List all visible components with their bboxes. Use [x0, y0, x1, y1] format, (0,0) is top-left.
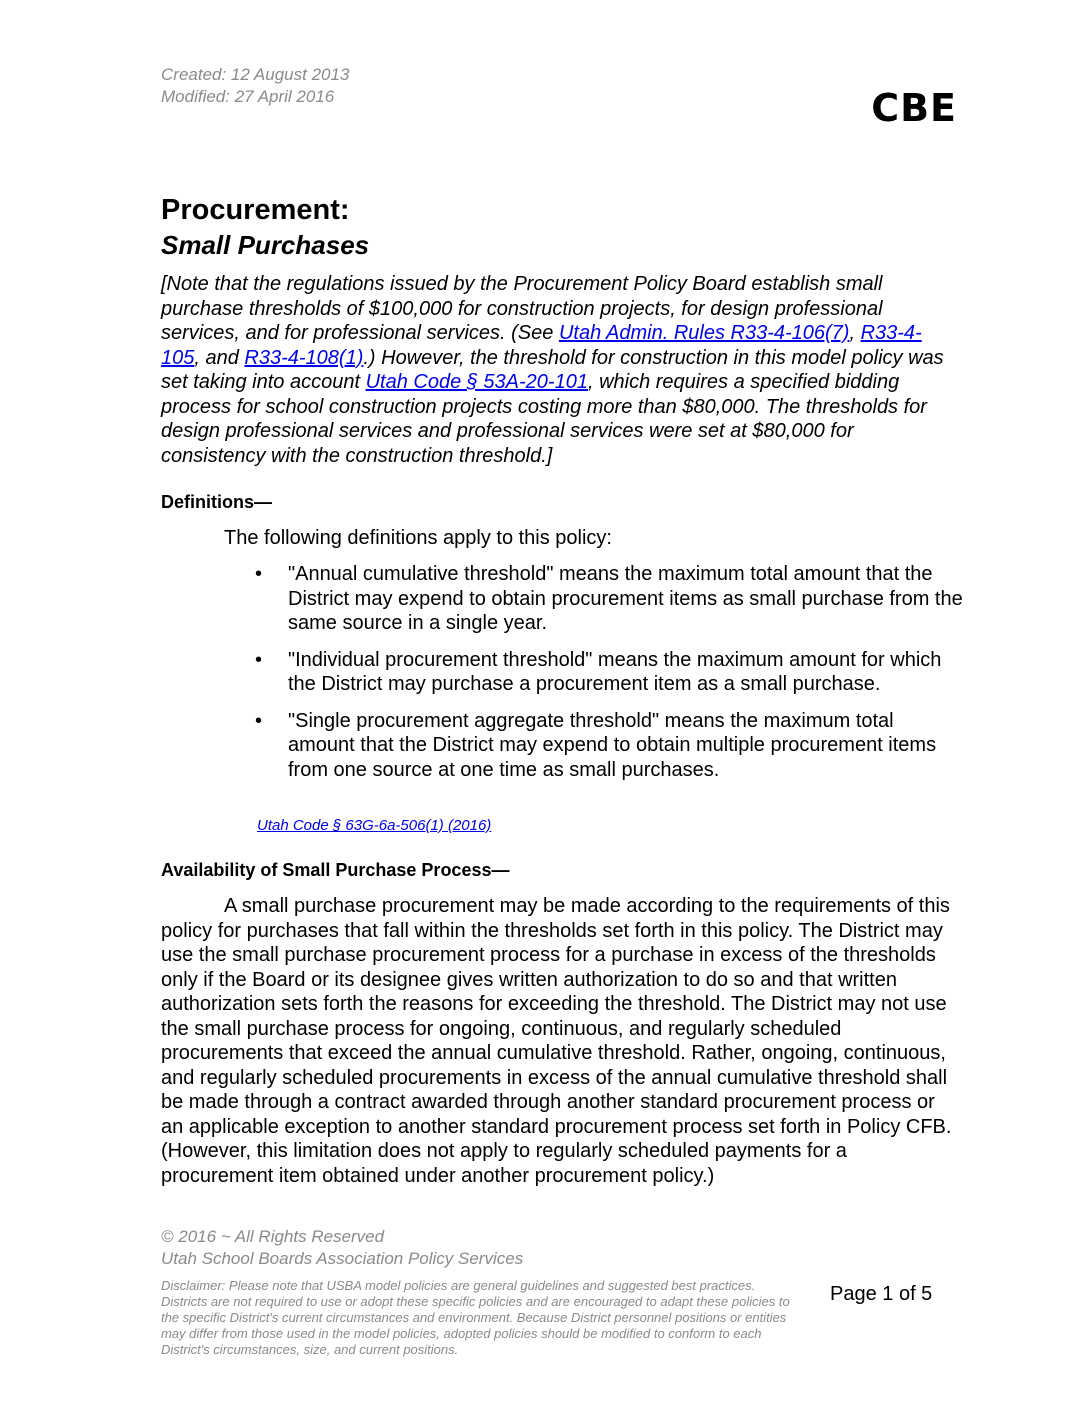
note-text: .) However, the threshold for construction in this model policy was set taking into account [161, 346, 944, 393]
definition-text: "Annual cumulative threshold" means the maximum total amount that the District may expend to obtain procurement items as small purchase from the same source in a single year. [288, 563, 963, 634]
list-item [255, 648, 965, 697]
copyright-text: © 2016 ~ All Rights Reserved [161, 1227, 385, 1246]
organization-name: Utah School Boards Association Policy Services [161, 1249, 524, 1268]
note-text: [Note that the regulations issued by the Procurement Policy Board establish small purchase thresholds of $100,000 for construction projects, for design professional services, and for professional services. (See [161, 273, 883, 344]
link-admin-rule-108[interactable]: R33-4-108(1) [244, 346, 364, 369]
note-separator: , and [194, 346, 245, 369]
definitions-intro: The following definitions apply to this policy: [224, 527, 612, 549]
availability-heading: Availability of Small Purchase Process— [161, 860, 510, 880]
definitions-list [255, 562, 965, 794]
definitions-heading: Definitions— [161, 492, 272, 512]
page-subtitle: Small Purchases [161, 230, 370, 260]
definition-text: "Individual procurement threshold" means the maximum amount for which the District may purchase a procurement item as a small purchase. [288, 648, 942, 695]
definition-text: "Single procurement aggregate threshold" means the maximum total amount that the District may expend to obtain multiple procurement items from one source at one time as small purchases. [288, 709, 937, 781]
availability-text: A small purchase procurement may be made according to the requirements of this policy for purchases that fall within the thresholds set forth in this policy. The District may use the small purchase procurement process for a purchase in excess of the thresholds only if the Board or its designee gives written authorization to do so and that written authorization sets forth the reasons for exceeding the threshold. The District may not use the small purchase process for ongoing, continuous, and regularly scheduled procurements that exceed the annual cumulative threshold. Rather, ongoing, continuous, and regularly scheduled procurements in excess of the annual cumulative threshold shall be made through a contract awarded through another standard procurement process or an applicable exception to another standard procurement process set forth in Policy CFB. (However, this limitation does not apply to regularly scheduled payments for a procurement item obtained under another procurement policy.) [161, 895, 952, 1187]
list-item [255, 562, 965, 636]
bullet-icon: • [255, 563, 263, 585]
footer-copyright [161, 1226, 523, 1270]
editorial-note [161, 272, 957, 468]
document-meta [161, 64, 349, 108]
link-admin-rule-105[interactable]: R33-4-105 [161, 322, 922, 369]
modified-date: Modified: 27 April 2016 [161, 87, 335, 106]
page-number: Page 1 of 5 [830, 1283, 933, 1305]
note-text: , which requires a specified bidding process for school construction projects costing more than $80,000. The thresholds for design professional services and professional services were set at $80,000 for consistency with the construction threshold.] [161, 371, 927, 467]
bullet-icon: • [255, 709, 263, 732]
page-title: Procurement: [161, 194, 350, 226]
bullet-icon: • [255, 648, 263, 671]
link-utah-code-53a[interactable]: Utah Code § 53A-20-101 [365, 371, 588, 393]
link-admin-rule-106[interactable]: Utah Admin. Rules R33-4-106(7) [558, 322, 850, 344]
list-item [255, 709, 965, 783]
policy-code: CBE [871, 86, 957, 130]
disclaimer: Disclaimer: Please note that USBA model policies are general guidelines and suggested best practices. Districts are not required to use or adopt these specific policies and are encouraged to adapt these policies to the specific District's current circumstances and environment. Because District personnel positions or entities may differ from those used in the model policies, adopted policies should be modified to conform to each District's circumstances, size, and current positions. [161, 1278, 790, 1357]
citation-link[interactable]: Utah Code § 63G-6a-506(1) (2016) [257, 817, 492, 834]
created-date: Created: 12 August 2013 [161, 65, 350, 84]
note-separator: , [849, 322, 861, 344]
